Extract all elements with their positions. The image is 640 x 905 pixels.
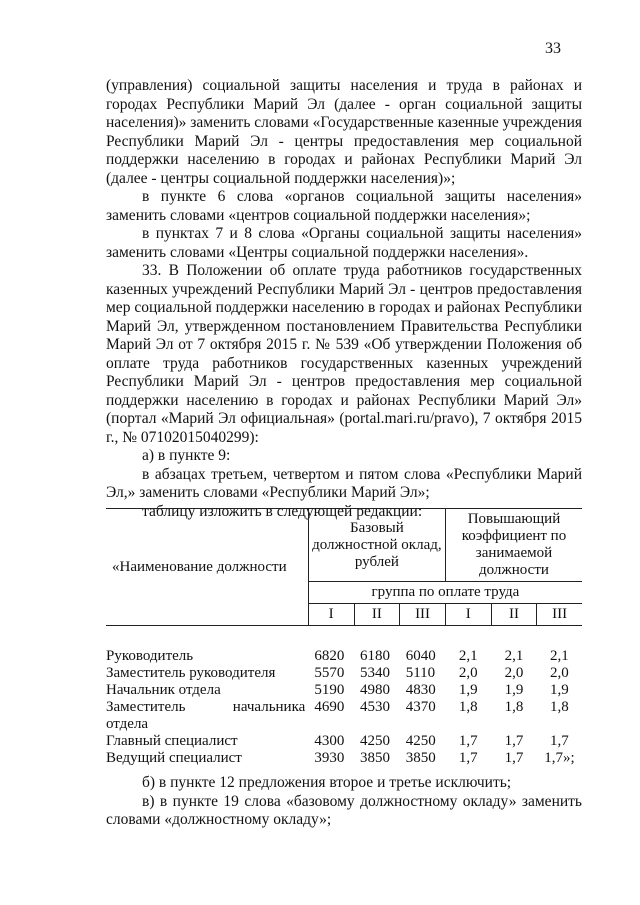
paragraph: (управления) социальной защиты населения и труда в районах и городах Республики Марий Эл (далее - орган социальной защиты населения)» заменить словами «Государственные казенные учреждения Республики Марий Эл - центры предоставления мер социальной поддержки населению в городах и районах Республики Марий Эл (далее - центры социальной поддержки населения)»; bbox=[106, 77, 582, 187]
table-row bbox=[106, 733, 582, 750]
header-group-roman: III bbox=[400, 604, 446, 626]
coefficient-value: 1,7 bbox=[504, 733, 524, 749]
coefficient-value: 1,7 bbox=[458, 733, 478, 749]
salary-table bbox=[106, 508, 582, 767]
table-row bbox=[106, 750, 582, 767]
salary-value: 5340 bbox=[360, 665, 391, 681]
header-position-name: «Наименование должности bbox=[106, 509, 308, 626]
coefficient-value: 1,7 bbox=[458, 750, 478, 766]
table-row bbox=[106, 665, 582, 682]
header-group-roman: III bbox=[537, 604, 582, 626]
salary-value: 5570 bbox=[314, 665, 345, 681]
header-group-roman: II bbox=[491, 604, 537, 626]
position-name: Начальник отдела bbox=[106, 682, 221, 698]
paragraph: в пункте 6 слова «органов социальной защиты населения» заменить словами «центров социальной поддержки населения»; bbox=[106, 188, 582, 224]
salary-value: 3850 bbox=[360, 750, 391, 766]
position-name: Заместитель начальника отдела bbox=[106, 699, 306, 732]
header-group-roman: I bbox=[308, 604, 354, 626]
coefficient-value: 1,9 bbox=[458, 682, 478, 698]
position-name: Руководитель bbox=[106, 648, 194, 664]
salary-value: 5110 bbox=[405, 665, 436, 681]
paragraph: б) в пункте 12 предложения второе и третье исключить; bbox=[142, 774, 512, 791]
coefficient-value: 2,1 bbox=[458, 648, 478, 664]
paragraph: а) в пункте 9: bbox=[142, 447, 231, 464]
coefficient-value: 1,7 bbox=[504, 750, 524, 766]
salary-value: 5190 bbox=[314, 682, 345, 698]
position-name: Ведущий специалист bbox=[106, 750, 242, 766]
salary-value: 4250 bbox=[360, 733, 391, 749]
coefficient-value: 1,8 bbox=[458, 699, 478, 715]
salary-value: 4250 bbox=[405, 733, 436, 749]
coefficient-value: 1,9 bbox=[504, 682, 524, 698]
coefficient-value: 1,8 bbox=[504, 699, 524, 715]
coefficient-value: 2,0 bbox=[504, 665, 524, 681]
coefficient-value: 2,1 bbox=[504, 648, 524, 664]
coefficient-value: 2,1 bbox=[550, 648, 569, 664]
salary-value: 4690 bbox=[314, 699, 345, 715]
page-number: 33 bbox=[545, 40, 561, 57]
salary-value: 4300 bbox=[314, 733, 345, 749]
document-body-bottom bbox=[106, 774, 582, 830]
coefficient-value: 2,0 bbox=[458, 665, 478, 681]
paragraph: в пунктах 7 и 8 слова «Органы социальной защиты населения» заменить словами «Центры социальной поддержки населения». bbox=[106, 225, 582, 261]
table-row bbox=[106, 682, 582, 699]
coefficient-value: 1,7»; bbox=[544, 750, 575, 766]
salary-value: 4830 bbox=[405, 682, 436, 698]
position-name: Главный специалист bbox=[106, 733, 238, 749]
table-row bbox=[106, 648, 582, 665]
header-base-salary: Базовый должностной оклад, рублей bbox=[308, 509, 445, 582]
table-row bbox=[106, 699, 582, 733]
salary-value: 6040 bbox=[405, 648, 436, 664]
header-group-roman: I bbox=[445, 604, 491, 626]
coefficient-value: 2,0 bbox=[550, 665, 569, 681]
position-name: Заместитель руководителя bbox=[106, 665, 276, 681]
coefficient-value: 1,7 bbox=[550, 733, 569, 749]
paragraph: в абзацах третьем, четвертом и пятом слова «Республики Марий Эл,» заменить словами «Республики Марий Эл»; bbox=[106, 465, 582, 501]
salary-value: 6180 bbox=[360, 648, 391, 664]
salary-value: 4370 bbox=[405, 699, 436, 715]
header-group-roman: II bbox=[354, 604, 400, 626]
header-coefficient: Повышающий коэффициент по занимаемой должности bbox=[445, 509, 582, 582]
salary-value: 4530 bbox=[360, 699, 391, 715]
paragraph: таблицу изложить в следующей редакции: bbox=[142, 502, 423, 520]
paragraph: 33. В Положении об оплате труда работников государственных казенных учреждений Республики Марий Эл - центров предоставления мер социальной поддержки населению в городах и районах Республики Марий Эл, утвержденном постановлением Правительства Республики Марий Эл от 7 октября 2015 г. № 539 «Об утверждении Положения об оплате труда работников государственных казенных учреждений Республики Марий Эл - центров предоставления мер социальной поддержки населению в городах и районах Республики Марий Эл» (портал «Марий Эл официальная» (portal.mari.ru/pravo), 7 октября 2015 г., № 07102015040299): bbox=[106, 262, 582, 446]
salary-value: 4980 bbox=[360, 682, 391, 698]
salary-value: 6820 bbox=[314, 648, 345, 664]
coefficient-value: 1,9 bbox=[550, 682, 569, 698]
coefficient-value: 1,8 bbox=[550, 699, 569, 715]
paragraph: в) в пункте 19 слова «базовому должностному окладу» заменить словами «должностному окладу»; bbox=[106, 792, 582, 828]
salary-value: 3930 bbox=[314, 750, 345, 766]
salary-value: 3850 bbox=[405, 750, 436, 766]
header-pay-group: группа по оплате труда bbox=[308, 582, 582, 604]
document-body-top bbox=[106, 77, 582, 521]
